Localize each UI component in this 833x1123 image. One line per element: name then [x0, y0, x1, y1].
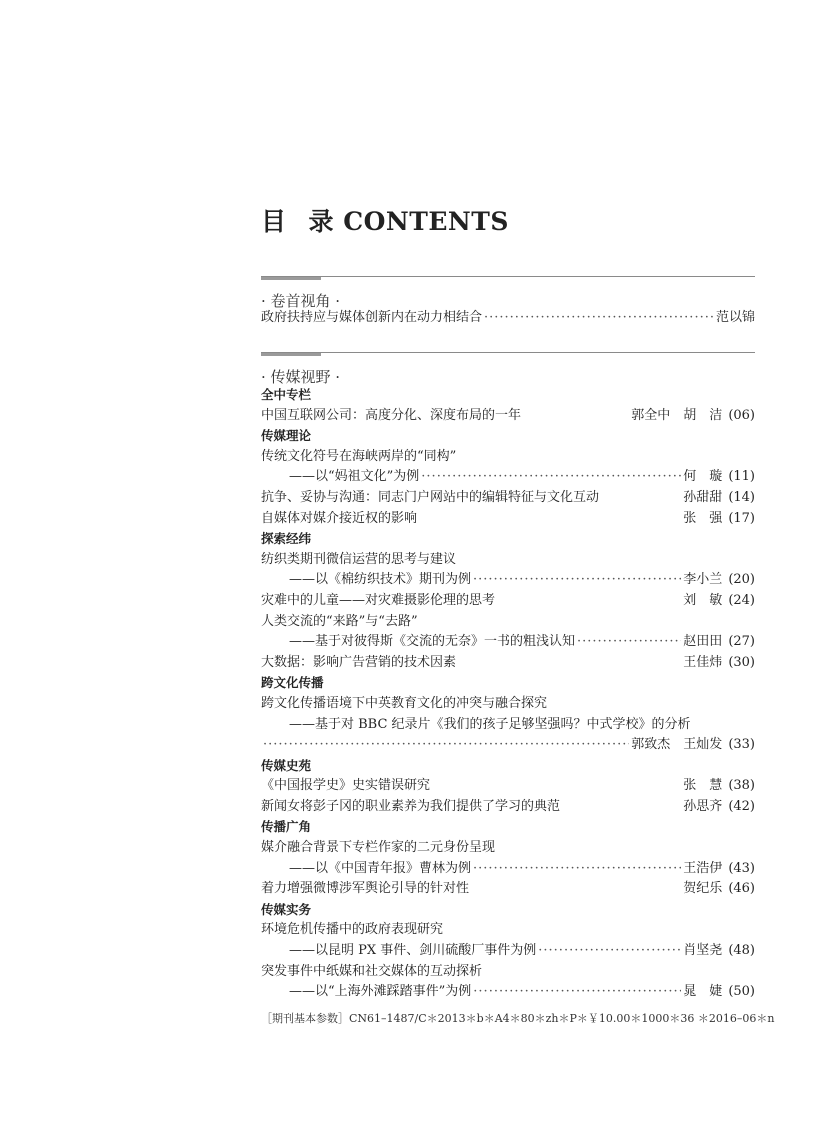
- toc-entry-author: 刘 敏: [683, 592, 723, 608]
- toc-entry-page: (43): [728, 860, 755, 876]
- toc-entry[interactable]: [261, 308, 755, 329]
- toc-entry-text: ——以《中国青年报》曹林为例: [289, 860, 472, 876]
- toc-entry-title[interactable]: 传统文化符号在海峡两岸的“同构”: [261, 448, 457, 464]
- toc-entry-meta: [683, 591, 755, 612]
- leader-dots: [484, 308, 714, 329]
- toc-entry-title: 新闻女将彭子冈的职业素养为我们提供了学习的典范: [261, 798, 561, 814]
- toc-entry-author: 张 强: [683, 510, 723, 526]
- title-cn-1: 目: [261, 207, 287, 236]
- section1-list: [261, 308, 755, 329]
- toc-entry-author: 赵田田: [683, 634, 723, 650]
- toc-entry-title[interactable]: 跨文化传播语境下中英教育文化的冲突与融合探究: [261, 695, 548, 711]
- leader-dots: [473, 570, 681, 591]
- toc-entry[interactable]: [261, 653, 755, 674]
- leader-dots: [473, 982, 681, 1003]
- toc-entry-subtitle[interactable]: [261, 941, 755, 962]
- toc-entry-meta: [683, 941, 755, 962]
- toc-entry-text: ——以昆明 PX 事件、剑川硫酸厂事件为例: [289, 943, 537, 959]
- toc-entry-meta: [631, 735, 755, 756]
- toc-entry-author: 肖坚尧: [683, 943, 723, 959]
- toc-entry-title[interactable]: 环境危机传播中的政府表现研究: [261, 922, 444, 938]
- toc-entry-page: (17): [728, 510, 755, 526]
- toc-entry-author: 范以锦: [715, 310, 755, 325]
- category-heading: 全中专栏: [261, 387, 312, 402]
- toc-entry-title[interactable]: 媒介融合背景下专栏作家的二元身份呈现: [261, 840, 496, 856]
- toc-entry-page: (48): [728, 943, 755, 959]
- leader-dots: [263, 735, 629, 756]
- page-title: [261, 202, 509, 238]
- toc-entry[interactable]: [261, 776, 755, 797]
- toc-entry-page: (42): [728, 798, 755, 814]
- toc-entry-meta: [683, 632, 755, 653]
- category-heading: 传媒实务: [261, 901, 312, 917]
- toc-entry-text: ——以《棉纺织技术》期刊为例: [289, 572, 472, 588]
- toc-entry-subtitle[interactable]: [261, 632, 755, 653]
- category-heading: 跨文化传播: [261, 675, 324, 691]
- leader-dots: [473, 859, 681, 880]
- toc-entry-subtitle[interactable]: [261, 982, 755, 1003]
- toc-entry[interactable]: [261, 488, 755, 509]
- toc-entry-page: (14): [728, 489, 755, 505]
- toc-entry-text: ——以“妈祖文化”为例: [289, 469, 420, 485]
- category-heading: 传媒理论: [261, 428, 312, 444]
- toc-entry-author: 晁 婕: [683, 984, 723, 1000]
- leader-dots: [538, 941, 681, 962]
- toc-entry-page: (50): [728, 984, 755, 1000]
- toc-entry-meta: [683, 570, 755, 591]
- toc-entry-meta: [683, 509, 755, 530]
- toc-entry-author: 张 慧: [683, 778, 723, 794]
- toc-list: [261, 385, 755, 1003]
- divider-thin-line: [261, 276, 755, 277]
- section-heading-1: · 卷首视角 ·: [261, 292, 341, 310]
- leader-dots: [577, 632, 681, 653]
- toc-entry-author: 贺纪乐: [683, 881, 723, 897]
- toc-entry-title: 大数据：影响广告营销的技术因素: [261, 654, 457, 670]
- toc-entry-page: (11): [728, 469, 755, 485]
- toc-entry-title: 中国互联网公司：高度分化、深度布局的一年: [261, 407, 522, 423]
- toc-entry-meta: [683, 467, 755, 488]
- category-heading: 传播广角: [261, 819, 312, 835]
- toc-entry-page: (30): [728, 654, 755, 670]
- toc-entry-text: ——基于对彼得斯《交流的无奈》一书的粗浅认知: [289, 634, 576, 650]
- leader-dots: [421, 467, 681, 488]
- toc-entry-title: 《中国报学史》史实错误研究: [261, 778, 431, 794]
- section-heading-2: · 传媒视野 ·: [261, 368, 341, 386]
- toc-entry-author: 郭致杰 王灿发: [631, 737, 723, 753]
- toc-entry-meta: [683, 859, 755, 880]
- toc-entry-title: 着力增强微博涉军舆论引导的针对性: [261, 881, 470, 897]
- toc-entry-meta: [683, 488, 755, 509]
- toc-entry-authors-line[interactable]: [261, 735, 755, 756]
- toc-entry-title: 抗争、妥协与沟通：同志门户网站中的编辑特征与文化互动: [261, 489, 600, 505]
- toc-entry-title[interactable]: 人类交流的“来路”与“去路”: [261, 613, 418, 629]
- divider-thin-line: [261, 352, 755, 353]
- category-heading: 传媒史苑: [261, 757, 312, 773]
- toc-entry-subtitle[interactable]: [261, 467, 755, 488]
- toc-entry-author: 王佳炜: [683, 654, 723, 670]
- toc-entry-subtitle[interactable]: [261, 570, 755, 591]
- toc-entry-meta: [683, 982, 755, 1003]
- title-en: CONTENTS: [343, 207, 509, 236]
- section-divider-2: [261, 352, 755, 356]
- toc-entry-page: (46): [728, 881, 755, 897]
- toc-entry-meta: [631, 406, 755, 427]
- toc-entry-page: (27): [728, 634, 755, 650]
- toc-entry-page: (20): [728, 572, 755, 588]
- toc-entry-subtitle[interactable]: ——基于对 BBC 纪录片《我们的孩子足够坚强吗？中式学校》的分析: [289, 716, 691, 732]
- section-divider-1: [261, 276, 755, 280]
- toc-entry[interactable]: [261, 591, 755, 612]
- toc-entry-author: 何 璇: [683, 469, 723, 485]
- toc-entry-author: 孙思齐: [683, 798, 723, 814]
- toc-entry[interactable]: [261, 879, 755, 900]
- toc-entry[interactable]: [261, 509, 755, 530]
- toc-entry-subtitle[interactable]: [261, 859, 755, 880]
- toc-entry-page: (33): [728, 737, 755, 753]
- toc-entry-page: (06): [728, 407, 755, 423]
- toc-entry-title: 灾难中的儿童——对灾难摄影伦理的思考: [261, 592, 496, 608]
- toc-entry[interactable]: [261, 406, 755, 427]
- toc-entry-page: (38): [728, 778, 755, 794]
- toc-entry-title: 自媒体对媒介接近权的影响: [261, 510, 418, 526]
- toc-entry[interactable]: [261, 797, 755, 818]
- category-heading: 探索经纬: [261, 531, 312, 547]
- toc-entry-author: 王浩伊: [683, 860, 723, 876]
- toc-entry-meta: [683, 776, 755, 797]
- toc-entry-meta: [683, 797, 755, 818]
- toc-entry-title: 政府扶持应与媒体创新内在动力相结合: [261, 310, 483, 325]
- toc-entry-meta: [683, 653, 755, 674]
- toc-entry-author: 李小兰: [683, 572, 723, 588]
- toc-entry-author: 孙甜甜: [683, 489, 723, 505]
- toc-entry-title[interactable]: 纺织类期刊微信运营的思考与建议: [261, 551, 457, 567]
- title-cn-2: 录: [308, 207, 335, 236]
- toc-entry-title[interactable]: 突发事件中纸媒和社交媒体的互动探析: [261, 963, 483, 979]
- toc-entry-text: ——以“上海外滩踩踏事件”为例: [289, 984, 472, 1000]
- toc-entry-author: 郭全中 胡 洁: [631, 407, 723, 423]
- journal-basic-params: ［期刊基本参数］CN61–1487/C＊2013＊b＊A4＊80＊zh＊P＊￥10.00＊1000＊36 ＊2016–06＊n: [261, 1012, 775, 1025]
- toc-entry-meta: [683, 879, 755, 900]
- toc-entry-page: (24): [728, 592, 755, 608]
